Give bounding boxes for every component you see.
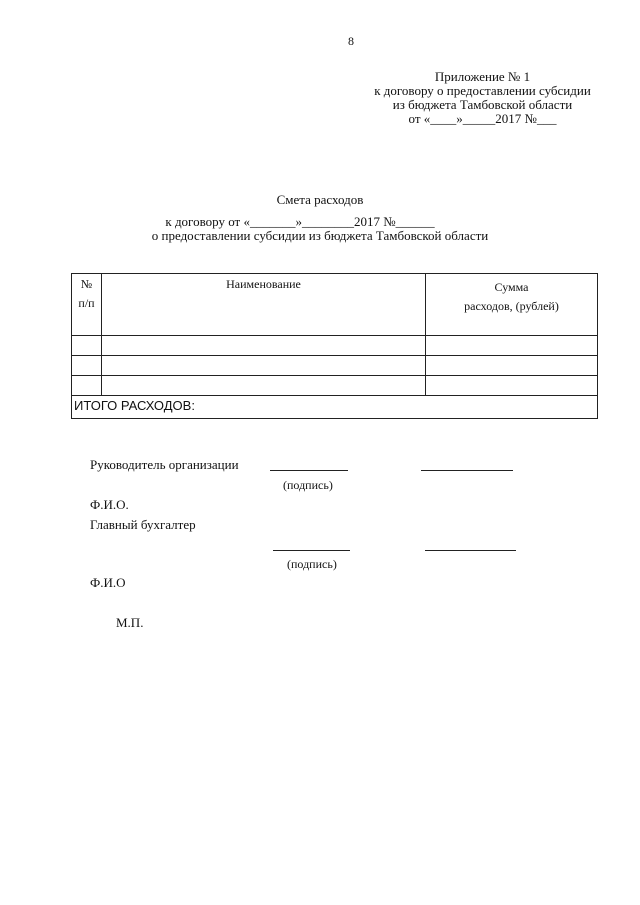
header-number-line-1: № <box>80 277 93 291</box>
stamp-label: М.П. <box>116 615 144 630</box>
header-sum-line-2: расходов, (рублей) <box>464 299 559 313</box>
total-label: ИТОГО РАСХОДОВ: <box>74 398 195 413</box>
accountant-signature-line <box>273 550 350 551</box>
head-signature-line <box>270 470 348 471</box>
subtitle-line-2: о предоставлении субсидии из бюджета Тамбовской области <box>151 228 489 243</box>
accountant-signature-caption: (подпись) <box>287 557 337 571</box>
accountant-label: Главный бухгалтер <box>90 517 196 532</box>
table-divider <box>72 355 597 356</box>
appendix-header <box>360 70 605 126</box>
subtitle-line-1: к договору от «_______»________2017 №______ <box>165 214 435 229</box>
document-title: Смета расходов <box>276 192 364 207</box>
document-subtitle <box>0 215 640 243</box>
appendix-line-2: к договору о предоставлении субсидии <box>374 83 591 98</box>
appendix-line-4: от «____»_____2017 №___ <box>408 111 557 126</box>
header-sum-line-1: Сумма <box>494 280 529 294</box>
header-sum <box>426 280 597 314</box>
appendix-line-1: Приложение № 1 <box>434 69 531 84</box>
head-label: Руководитель организации <box>90 457 239 472</box>
table-divider <box>72 395 597 396</box>
header-number <box>72 277 101 311</box>
head-signature-caption: (подпись) <box>283 478 333 492</box>
header-name: Наименование <box>226 277 301 291</box>
table-divider <box>72 375 597 376</box>
estimate-table <box>71 273 598 419</box>
fio-label-1: Ф.И.О. <box>90 497 129 512</box>
table-divider <box>72 335 597 336</box>
head-name-line <box>421 470 513 471</box>
appendix-line-3: из бюджета Тамбовской области <box>392 97 573 112</box>
fio-label-2: Ф.И.О <box>90 575 126 590</box>
accountant-name-line <box>425 550 516 551</box>
header-number-line-2: п/п <box>78 296 95 310</box>
page-number: 8 <box>348 34 354 48</box>
